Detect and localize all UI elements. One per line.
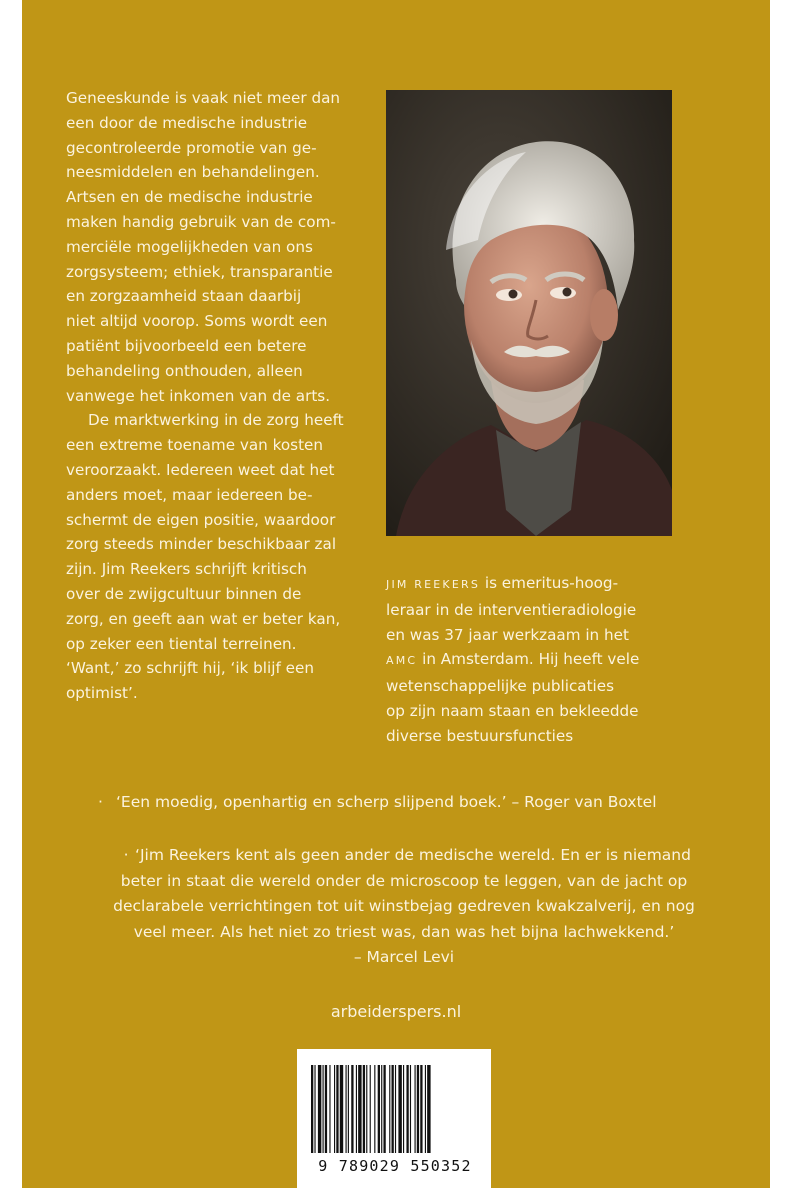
- barcode-bar: [318, 1065, 321, 1153]
- blurb-line: een door de medische industrie: [66, 113, 308, 132]
- blurb-line: niet altijd voorop. Soms wordt een: [66, 312, 328, 331]
- quote-line: ‘Jim Reekers kent als geen ander de medische wereld. En er is niemand: [135, 846, 691, 864]
- barcode-panel: [297, 1049, 491, 1188]
- blurb-line: een extreme toename van kosten: [66, 436, 324, 455]
- barcode-bar: [336, 1065, 338, 1153]
- barcode-bar: [325, 1065, 327, 1153]
- quote-line: declarabele verrichtingen tot uit winstbejag gedreven kwakzalverij, en nog: [113, 897, 695, 915]
- blurb-line: ‘Want,’ zo schrijft hij, ‘ik blijf een: [66, 659, 314, 678]
- barcode-bar: [314, 1065, 315, 1153]
- quote-text: ‘Een moedig, openhartig en scherp slijpend boek.’ – Roger van Boxtel: [116, 793, 657, 811]
- blurb-line: zorg, en geeft aan wat er beter kan,: [66, 609, 341, 628]
- bio-line-2: leraar in de interventieradiologie: [386, 600, 637, 619]
- barcode-bar: [392, 1065, 394, 1153]
- bio-line-3: en was 37 jaar werkzaam in het: [386, 625, 629, 644]
- blurb-line: veroorzaakt. Iedereen weet dat het: [66, 460, 335, 479]
- blurb-line: behandeling onthouden, alleen: [66, 361, 303, 380]
- barcode-bar: [410, 1065, 411, 1153]
- barcode-bar: [374, 1065, 375, 1153]
- quote-author: – Marcel Levi: [353, 948, 455, 966]
- bio-line-6: op zijn naam staan en bekleedde: [386, 701, 639, 720]
- barcode-bar: [346, 1065, 347, 1153]
- barcode-bar: [358, 1065, 361, 1153]
- barcode-bar: [383, 1065, 385, 1153]
- blurb-line: zorg steeds minder beschikbaar zal: [66, 535, 337, 554]
- barcode-bar: [378, 1065, 380, 1153]
- barcode-bar: [366, 1065, 367, 1153]
- blurb-line: neesmiddelen en behandelingen.: [66, 163, 320, 182]
- quote-bullet: ·: [98, 793, 103, 811]
- barcode-bar: [348, 1065, 349, 1153]
- barcode-bar: [363, 1065, 365, 1153]
- blurb-line: schermt de eigen positie, waardoor: [66, 510, 336, 529]
- blurb-line: en zorgzaamheid staan daarbij: [66, 287, 302, 306]
- blurb-line: vanwege het inkomen van de arts.: [66, 386, 331, 405]
- author-bio: [386, 571, 696, 749]
- blurb-line: De marktwerking in de zorg heeft: [88, 411, 344, 430]
- blurb-line: over de zwijgcultuur binnen de: [66, 584, 302, 603]
- review-quote-2: [74, 843, 734, 971]
- barcode-bar: [398, 1065, 401, 1153]
- blurb-paragraph-2: [66, 408, 386, 706]
- blurb-line: anders moet, maar iedereen be-: [66, 485, 313, 504]
- quote-line: beter in staat die wereld onder de microscoop te leggen, van de jacht op: [120, 871, 688, 890]
- barcode-bar: [356, 1065, 357, 1153]
- barcode-bar: [323, 1065, 324, 1153]
- barcode-bar: [417, 1065, 419, 1153]
- author-photo: [386, 90, 672, 536]
- barcode-bar: [340, 1065, 343, 1153]
- barcode-bar: [389, 1065, 390, 1153]
- barcode-bar: [395, 1065, 396, 1153]
- blurb-line: maken handig gebruik van de com-: [66, 212, 336, 231]
- blurb-paragraph-1: [66, 86, 386, 408]
- blurb-line: zijn. Jim Reekers schrijft kritisch: [66, 560, 307, 579]
- barcode: [311, 1065, 477, 1153]
- barcode-bar: [420, 1065, 422, 1153]
- quote-line: veel meer. Als het niet zo triest was, dan was het bijna lachwekkend.’: [133, 922, 675, 941]
- quote-bullet: ·: [123, 846, 129, 864]
- barcode-bar: [403, 1065, 404, 1153]
- barcode-bar: [334, 1065, 335, 1153]
- barcode-bar: [406, 1065, 408, 1153]
- bio-line-4: in Amsterdam. Hij heeft vele: [417, 650, 640, 669]
- barcode-bar: [351, 1065, 353, 1153]
- blurb-line: Artsen en de medische industrie: [66, 188, 313, 207]
- isbn-number: 9 789029 550352: [318, 1157, 472, 1175]
- barcode-bar: [329, 1065, 330, 1153]
- blurb-line: optimist’.: [66, 684, 138, 703]
- blurb-line: patiënt bijvoorbeeld een betere: [66, 336, 307, 355]
- bio-line-5: wetenschappelijke publicaties: [386, 677, 615, 696]
- blurb-line: merciële mogelijkheden van ons: [66, 237, 313, 256]
- blurb-text: [66, 86, 386, 706]
- publisher-website[interactable]: arbeiderspers.nl: [330, 1002, 462, 1021]
- barcode-bar: [427, 1065, 430, 1153]
- bio-abbreviation: AMC: [386, 654, 418, 668]
- blurb-line: Geneeskunde is vaak niet meer dan: [66, 89, 341, 107]
- barcode-bar: [381, 1065, 382, 1153]
- bio-line-1: is emeritus-hoog-: [480, 574, 619, 592]
- bio-line-7: diverse bestuursfuncties: [386, 726, 574, 745]
- blurb-line: zorgsysteem; ethiek, transparantie: [66, 262, 333, 281]
- barcode-bar: [370, 1065, 371, 1153]
- blurb-line: gecontroleerde promotie van ge-: [66, 138, 317, 157]
- barcode-bar: [415, 1065, 416, 1153]
- author-name: JIM REEKERS: [386, 578, 481, 591]
- barcode-bar: [425, 1065, 426, 1153]
- blurb-line: op zeker een tiental terreinen.: [66, 634, 297, 653]
- review-quote-1: [98, 790, 738, 814]
- barcode-bar: [311, 1065, 313, 1153]
